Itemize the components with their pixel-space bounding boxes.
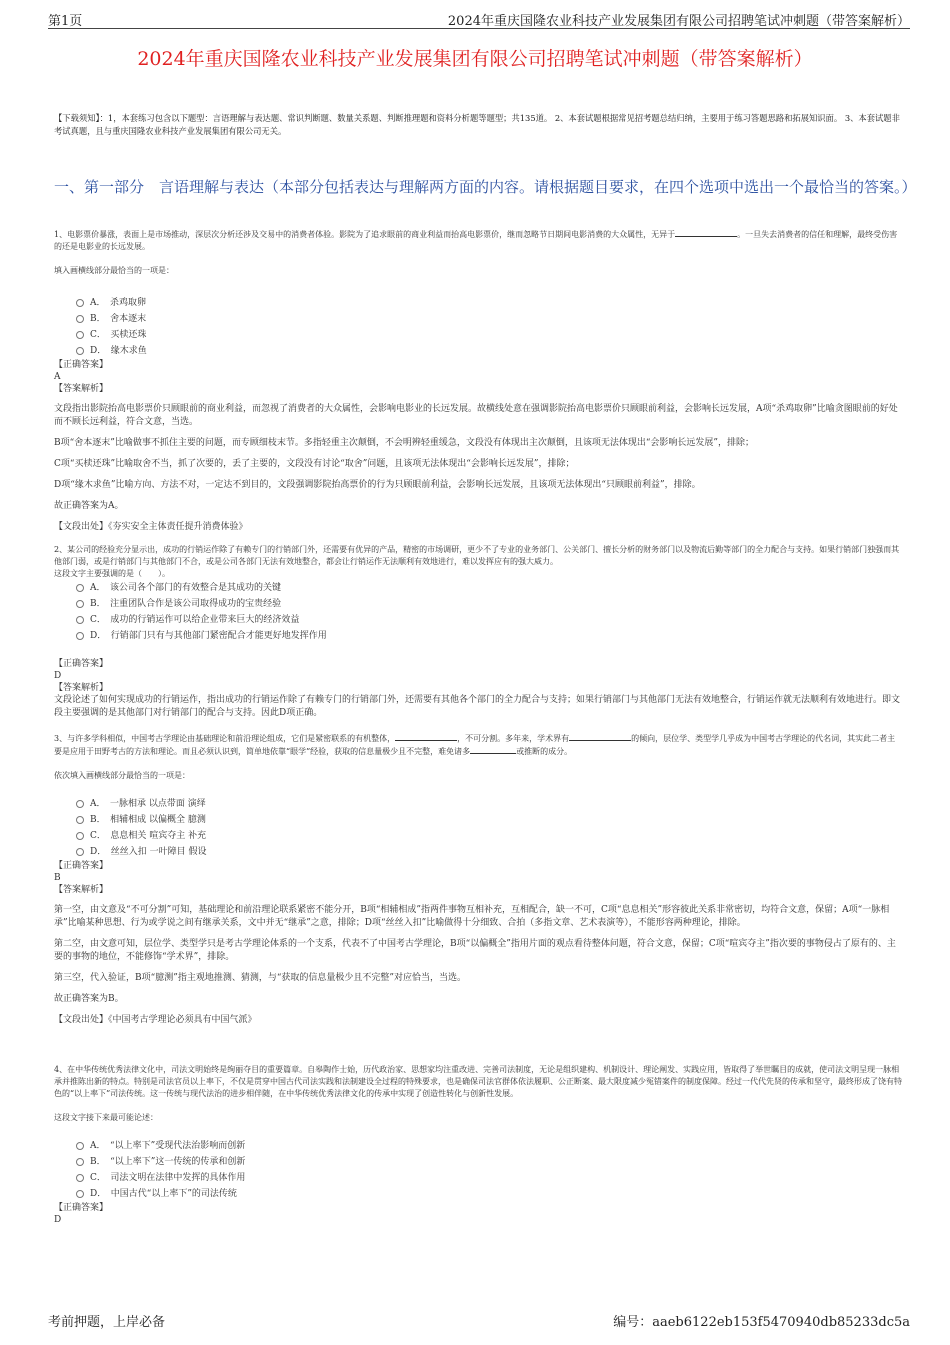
option-label: A． 杀鸡取卵 [90,298,146,308]
option-label: D． 缘木求鱼 [90,346,147,356]
option-label: B． “以上率下”这一传统的传承和创新 [90,1157,246,1167]
q2-prompt: 这段文字主要强调的是（ ）。 [54,569,170,578]
q1-stem-part: 。一旦失去消费者的信任和理解，最终受伤害的还是电影业的长远发展。 [54,230,898,251]
radio-icon[interactable] [76,315,84,323]
radio-icon[interactable] [76,347,84,355]
q2-stem: 2、某公司的经验充分显示出，成功的行销运作除了有赖专门的行销部门外，还需要有优异的产品，精密的市场调研，更少不了专业的业务部门、公关部门、擅长分析的财务部门以及物流后勤等部门的全力配合与支持。如果行销部门独强而其他部门弱，或是行销部门与其他部门不合，或是公司各部门无法有效地整合，都会让行销运作无法顺利有效地进行，难以发挥应有的强大威力。 [54,545,900,566]
q2-option-d[interactable] [76,628,902,644]
radio-icon[interactable] [76,1142,84,1150]
q4-option-b[interactable] [76,1154,902,1170]
analysis-label: 【答案解析】 [54,885,109,895]
page-number: 第1页 [48,14,83,29]
answer-blank [569,732,631,741]
option-label: A． “以上率下”受现代法治影响而创新 [90,1141,246,1151]
question-4 [54,1064,902,1226]
q1-option-b[interactable] [76,311,902,327]
radio-icon[interactable] [76,331,84,339]
radio-icon[interactable] [76,1174,84,1182]
q3-analysis-3: 第三空，代入验证，B项“臆测”指主观地推测、猜测，与“获取的信息量极少且不完整”对应恰当，当选。 [54,973,467,983]
radio-icon[interactable] [76,632,84,640]
section-heading: 一、第一部分 言语理解与表达（本部分包括表达与理解两方面的内容。请根据题目要求，在四个选项中选出一个最恰当的答案。） [54,178,917,196]
option-label: D． 中国古代“以上率下”的司法传统 [90,1189,237,1199]
option-label: B． 注重团队合作是该公司取得成功的宝贵经验 [90,599,282,609]
page-title: 2024年重庆国隆农业科技产业发展集团有限公司招聘笔试冲刺题（带答案解析） [137,48,813,70]
q3-stem-part: 的倾向，层位学、类型学几乎成为中国考古学理论的代名词，其实此二者主要是应用于田野考古的方法和理论。而且必须认识到，简单地依靠“眼学”经验，获取的信息量极少且不完整，难免诸多 [54,734,896,756]
page-footer [48,1311,910,1330]
q3-stem-part: 或推断的成分。 [516,747,573,756]
answer-label: 【正确答案】 [54,659,109,669]
answer-blank [675,228,737,237]
option-label: B． 舍本逐末 [90,314,147,324]
answer-label: 【正确答案】 [54,1203,109,1213]
option-label: C． 成功的行销运作可以给企业带来巨大的经济效益 [90,615,300,625]
q1-source: 【文段出处】《夯实安全主体责任提升消费体验》 [54,522,248,532]
q3-stem-part: 3、与许多学科相似，中国考古学理论由基础理论和前沿理论组成，它们是紧密联系的有机整体， [54,734,396,743]
radio-icon[interactable] [76,299,84,307]
question-2 [54,544,902,720]
radio-icon[interactable] [76,800,84,808]
q2-option-a[interactable] [76,580,902,596]
option-label: D． 丝丝入扣 一叶障目 假设 [90,847,207,857]
radio-icon[interactable] [76,832,84,840]
q4-answer: D [54,1215,62,1225]
option-label: B． 相辅相成 以偏概全 臆测 [90,815,206,825]
q1-analysis-3: C项“买椟还珠”比喻取舍不当，抓了次要的，丢了主要的，文段没有讨论“取舍”问题，且该项无法体现出“会影响长远发展”，排除； [54,459,575,469]
option-label: C． 买椟还珠 [90,330,147,340]
radio-icon[interactable] [76,1190,84,1198]
q3-option-c[interactable] [76,828,902,844]
question-1 [54,228,902,534]
q3-stem-part: ，不可分割。多年来，学术界有 [457,734,570,743]
q1-analysis-4: D项“缘木求鱼”比喻方向、方法不对，一定达不到目的，文段强调影院抬高票价的行为只顾眼前利益，会影响长远发展，且该项无法体现出“只顾眼前利益”，排除。 [54,480,701,490]
radio-icon[interactable] [76,848,84,856]
q4-prompt: 这段文字接下来最可能论述： [54,1113,158,1122]
q1-stem [54,228,902,253]
answer-label: 【正确答案】 [54,861,109,871]
q3-stem [54,732,902,758]
q1-option-c[interactable] [76,327,902,343]
footer-code: 编号：aaeb6122eb153f5470940db85233dc5a [613,1315,910,1330]
q2-analysis: 文段论述了如何实现成功的行销运作，指出成功的行销运作除了有赖专门的行销部门外，还需要有其他各个部门的全力配合与支持；如果行销部门与其他部门无法有效地整合，行销运作就无法顺利有效地进行。即文段主要强调的是其他部门对行销部门的配合与支持。因此D项正确。 [54,695,901,718]
q3-answer: B [54,873,61,883]
q3-option-b[interactable] [76,812,902,828]
answer-blank [395,732,457,741]
radio-icon[interactable] [76,816,84,824]
q1-stem-part: 1、电影票价暴涨，表面上是市场推动，深层次分析还涉及交易中的消费者体验。影院为了追求眼前的商业利益而抬高电影票价，继而忽略节日期间电影消费的大众属性，无异于 [54,230,676,239]
analysis-label: 【答案解析】 [54,384,109,394]
footer-slogan: 考前押题，上岸必备 [48,1315,166,1330]
q2-option-c[interactable] [76,612,902,628]
option-label: A． 该公司各个部门的有效整合是其成功的关键 [90,583,282,593]
option-label: C． 司法文明在法律中发挥的具体作用 [90,1173,246,1183]
q4-option-d[interactable] [76,1186,902,1202]
q3-option-a[interactable] [76,796,902,812]
q1-analysis-1: 文段指出影院抬高电影票价只顾眼前的商业利益，而忽视了消费者的大众属性，会影响电影业的长远发展。故横线处意在强调影院抬高电影票价只顾眼前利益，会影响长远发展，A项“杀鸡取卵”比喻贪图眼前的好处而不顾长远利益，符合文意，当选。 [54,404,898,427]
q4-stem: 4、在中华传统优秀法律文化中，司法文明始终是绚丽夺目的重要篇章。自皋陶作士始，历代政治家、思想家均注重改进、完善司法制度，无论是组织建构、机制设计、理论阐发、实践应用，皆取得了举世瞩目的成就，使司法文明呈现一脉相承并推陈出新的特点。特别是司法官员以上率下，不仅是贯穿中国古代司法实践和法制建设全过程的特殊要求，也是确保司法官群体依法履职、公正断案、最大限度减少冤错案件的制度保障。经过一代代先贤的传承和坚守，最终形成了饶有特色的“以上率下”司法传统。这一传统与现代法治的进步相伴随，在中华传统优秀法律文化的传承中实现了创造性转化与创新性发展。 [54,1065,902,1098]
q1-prompt: 填入画横线部分最恰当的一项是： [54,266,174,275]
q4-option-a[interactable] [76,1138,902,1154]
q2-answer: D [54,671,62,681]
q1-analysis-5: 故正确答案为A。 [54,501,124,511]
q3-analysis-4: 故正确答案为B。 [54,994,124,1004]
radio-icon[interactable] [76,600,84,608]
q1-analysis-2: B项“舍本逐末”比喻做事不抓住主要的问题，而专顾细枝末节。多指轻重主次颠倒，不会明辨轻重缓急，文段没有体现出主次颠倒，且该项无法体现出“会影响长远发展”，排除； [54,438,755,448]
analysis-label: 【答案解析】 [54,683,109,693]
q3-analysis-1: 第一空，由文意及“不可分割”可知，基础理论和前沿理论联系紧密不能分开，B项“相辅相成”指两件事物互相补充，互相配合，缺一不可，C项“息息相关”形容彼此关系非常密切，均符合文意，保留；A项“一脉相承”比喻某种思想、行为或学说之间有继承关系，文中并无“继承”之意，排除；D项“丝丝入扣”比喻做得十分细致、合拍（多指文章、艺术表演等），不能形容两种理论，排除。 [54,905,890,928]
radio-icon[interactable] [76,1158,84,1166]
answer-blank [470,745,516,754]
q3-prompt: 依次填入画横线部分最恰当的一项是： [54,771,190,780]
q2-option-b[interactable] [76,596,902,612]
question-3 [54,732,902,1027]
radio-icon[interactable] [76,584,84,592]
header-doc-title: 2024年重庆国隆农业科技产业发展集团有限公司招聘笔试冲刺题（带答案解析） [447,14,910,29]
answer-label: 【正确答案】 [54,360,109,370]
q3-analysis-2: 第二空，由文意可知，层位学、类型学只是考古学理论体系的一个支系，代表不了中国考古学理论，B项“以偏概全”指用片面的观点看待整体问题，符合文意，保留；C项“喧宾夺主”指次要的事物侵占了原有的、主要的事物的地位，不能修饰“学术界”，排除。 [54,939,896,962]
q3-option-d[interactable] [76,844,902,860]
download-notice: 【下载须知】：1，本套练习包含以下题型：言语理解与表达题、常识判断题、数量关系题、判断推理题和资料分析题等题型；共135道。 2、本套试题根据常见招考题总结归纳，主要用于练习答题思路和拓展知识面。 3、本套试题非考试真题，且与重庆国隆农业科技产业发展集团有限公司无关。 [54,113,900,136]
q1-answer: A [54,372,61,382]
option-label: A． 一脉相承 以点带面 演绎 [90,799,206,809]
option-label: D． 行销部门只有与其他部门紧密配合才能更好地发挥作用 [90,631,327,641]
q1-option-a[interactable] [76,295,902,311]
q3-source: 【文段出处】《中国考古学理论必须具有中国气派》 [54,1015,257,1025]
radio-icon[interactable] [76,616,84,624]
q1-option-d[interactable] [76,343,902,359]
option-label: C． 息息相关 喧宾夺主 补充 [90,831,207,841]
page-header [48,10,910,29]
q4-option-c[interactable] [76,1170,902,1186]
